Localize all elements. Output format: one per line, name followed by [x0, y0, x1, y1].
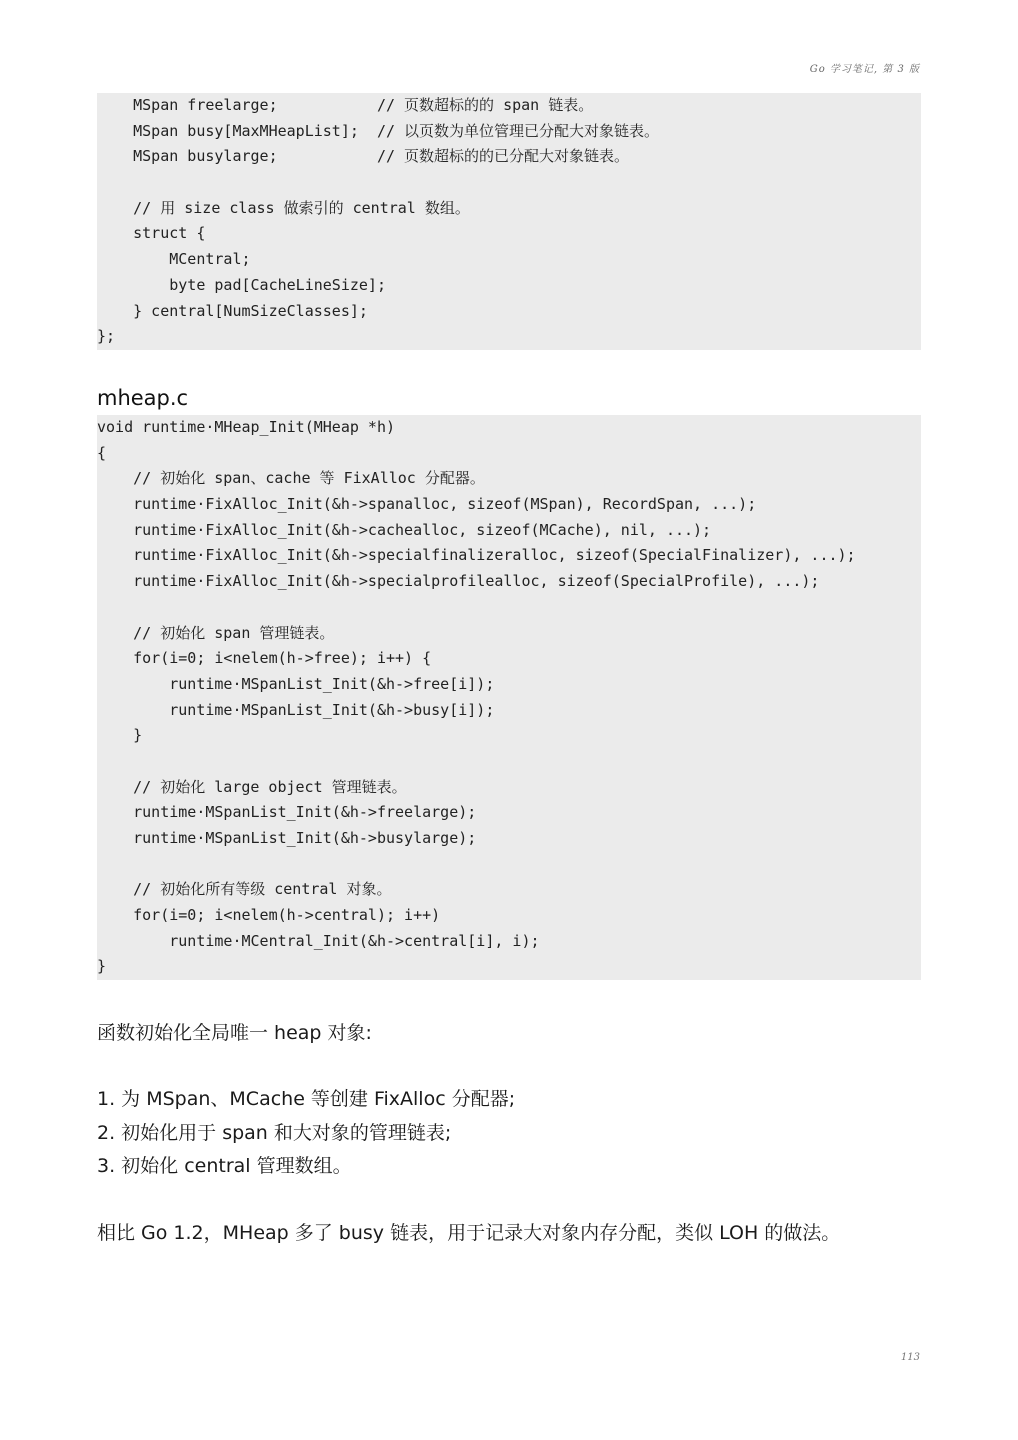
code-line: // 初始化 span 管理链表。	[97, 623, 335, 642]
code-line: }	[97, 726, 143, 745]
file-name-heading: mheap.c	[97, 386, 189, 410]
code-line: runtime·MCentral_Init(&h->central[i], i);	[97, 931, 540, 950]
code-line: // 初始化所有等级 central 对象。	[97, 880, 392, 899]
code-line	[97, 170, 921, 196]
code-line: void runtime·MHeap_Init(MHeap *h)	[97, 418, 396, 436]
code-block-struct	[97, 93, 921, 350]
code-line: runtime·MSpanList_Init(&h->busy[i]);	[97, 700, 495, 719]
page-number: 113	[900, 1352, 920, 1363]
code-line: }	[97, 957, 107, 976]
list-item: 2. 初始化用于 span 和大对象的管理链表;	[97, 1121, 452, 1144]
code-line: } central[NumSizeClasses];	[97, 301, 368, 320]
conclusion-paragraph: 相比 Go 1.2，MHeap 多了 busy 链表，用于记录大对象内存分配，类似 LOH 的做法。	[97, 1222, 841, 1244]
code-line: {	[97, 443, 107, 462]
code-line: // 初始化 large object 管理链表。	[97, 777, 407, 796]
code-line: MSpan busy[MaxMHeapList]; // 以页数为单位管理已分配大对象链表。	[97, 121, 660, 140]
code-line: runtime·FixAlloc_Init(&h->specialfinalizeralloc, sizeof(SpecialFinalizer), ...);	[97, 546, 856, 565]
code-line: runtime·MSpanList_Init(&h->free[i]);	[97, 674, 495, 693]
list-item: 3. 初始化 central 管理数组。	[97, 1155, 352, 1177]
code-line: runtime·FixAlloc_Init(&h->spanalloc, sizeof(MSpan), RecordSpan, ...);	[97, 495, 757, 514]
code-line: MSpan busylarge; // 页数超标的的已分配大对象链表。	[97, 147, 630, 166]
code-line	[97, 852, 921, 878]
code-line: MSpan freelarge; // 页数超标的的 span 链表。	[97, 96, 594, 114]
code-line: struct {	[97, 224, 206, 243]
code-line: for(i=0; i<nelem(h->free); i++) {	[97, 649, 432, 668]
running-header: Go 学习笔记, 第 3 版	[809, 64, 920, 75]
numbered-list	[97, 1084, 515, 1185]
code-line: runtime·FixAlloc_Init(&h->cachealloc, sizeof(MCache), nil, ...);	[97, 520, 712, 539]
code-line: for(i=0; i<nelem(h->central); i++)	[97, 906, 441, 925]
code-line	[97, 749, 921, 775]
code-line: runtime·MSpanList_Init(&h->freelarge);	[97, 803, 477, 822]
code-line: byte pad[CacheLineSize];	[97, 275, 386, 294]
code-line: runtime·MSpanList_Init(&h->busylarge);	[97, 829, 477, 847]
code-line: MCentral;	[97, 250, 251, 269]
code-line: runtime·FixAlloc_Init(&h->specialprofilealloc, sizeof(SpecialProfile), ...);	[97, 572, 820, 591]
code-line: // 用 size class 做索引的 central 数组。	[97, 198, 470, 217]
code-line: // 初始化 span、cache 等 FixAlloc 分配器。	[97, 469, 485, 488]
code-line: };	[97, 327, 116, 346]
code-block-mheap-init	[97, 415, 921, 980]
intro-paragraph: 函数初始化全局唯一 heap 对象:	[97, 1022, 372, 1044]
list-item: 1. 为 MSpan、MCache 等创建 FixAlloc 分配器;	[97, 1088, 516, 1110]
code-line	[97, 595, 921, 621]
